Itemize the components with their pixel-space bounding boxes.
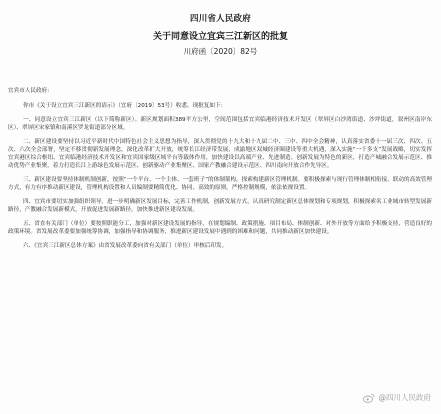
paragraph-3: 三、新区建设要坚持体制机制创新，按照“一个平台、一个主体、一套班子”的体制架构，探索构建新区管理机制。要积极探索与现行管理体制相衔接、联动的高效管理方式，有力有序推动新区建设，管理机构设置和人员编制要精简优化、协同、高效的原则，严格控制规模，依法依规设置。 [8,176,432,191]
salutation: 宜宾市人民政府： [8,88,53,94]
issuer-name: 四川省人民政府 [190,14,251,24]
weibo-watermark [363,392,432,403]
watermark-text: @四川人民政府 [378,393,431,402]
paragraph-intro: 你市《关于设立宜宾三江新区的请示》（宜府〔2019〕53号）收悉。现批复如下： [23,102,227,109]
paragraph-6: 六、《宜宾三江新区总体方案》由省发展改革委向省有关部门（单位）审核后印发。 [23,242,228,249]
paragraph-2: 二、新区建设要坚持以习近平新时代中国特色社会主义思想为指导，深入贯彻党的十九大和十九届二中、三中、四中全会精神，认真落实省委十一届三次、四次、五次、六次全会部署，坚定不移贯彻新发展理念，深化改革扩大开放，统筹长江经济带发展、成渝地区双城经济圈建设等重大机遇，深入实施“一干多支”发展战略，切实发挥宜宾港区综合枢纽、宜宾临港经济技术开发区和宜宾国家级区域平台等载体作用，加快建设以高端产业、先进制造、创新发展为特色的新区，打造产城融合发展示范区、推动优势产业集聚，着力打造长江上游绿色发展示范区、创新驱动产业集聚区、国家产教融合建设示范区、四川南向开放合作先导区。 [8,139,432,169]
paragraph-1: 一、同意设立宜宾三江新区（以下简称新区）。新区规划面积389平方公里，空间范围包括宜宾临港经济技术开发区（翠屏区白沙湾街道、沙坪街道，叙州区南岸东区）、翠屏区宋家镇和南溪区罗龙街道部分区域。 [8,117,432,131]
paragraph-5: 五、省直有关部门（单位）要按照职能分工，加强对新区建设发展的指导，在规划编制、政策措施、项目布局、体制创新、对外开放等方面给予积极支持，营造良好的政策环境。省发展改革委要加强统筹协调，加强指导和协调服务，推进新区建设发展中遇到的困难和问题，共同推动新区加快建设。 [8,220,432,235]
document-number: 川府函〔2020〕82号 [183,47,258,56]
document-body [8,88,432,257]
paragraph-4: 四、宜宾市要切实加强组织领导，进一步明确新区发展目标，完善工作机制，创新发展方式，认真研究制定新区总体规划和专项规划，积极探索名工业城市转型发展新路径，产教融合发展新模式，开放促进发展新路径，加快推进新区建设发展。 [8,198,432,213]
weibo-logo-icon [363,393,375,403]
document-title: 关于同意设立宜宾三江新区的批复 [152,32,288,42]
